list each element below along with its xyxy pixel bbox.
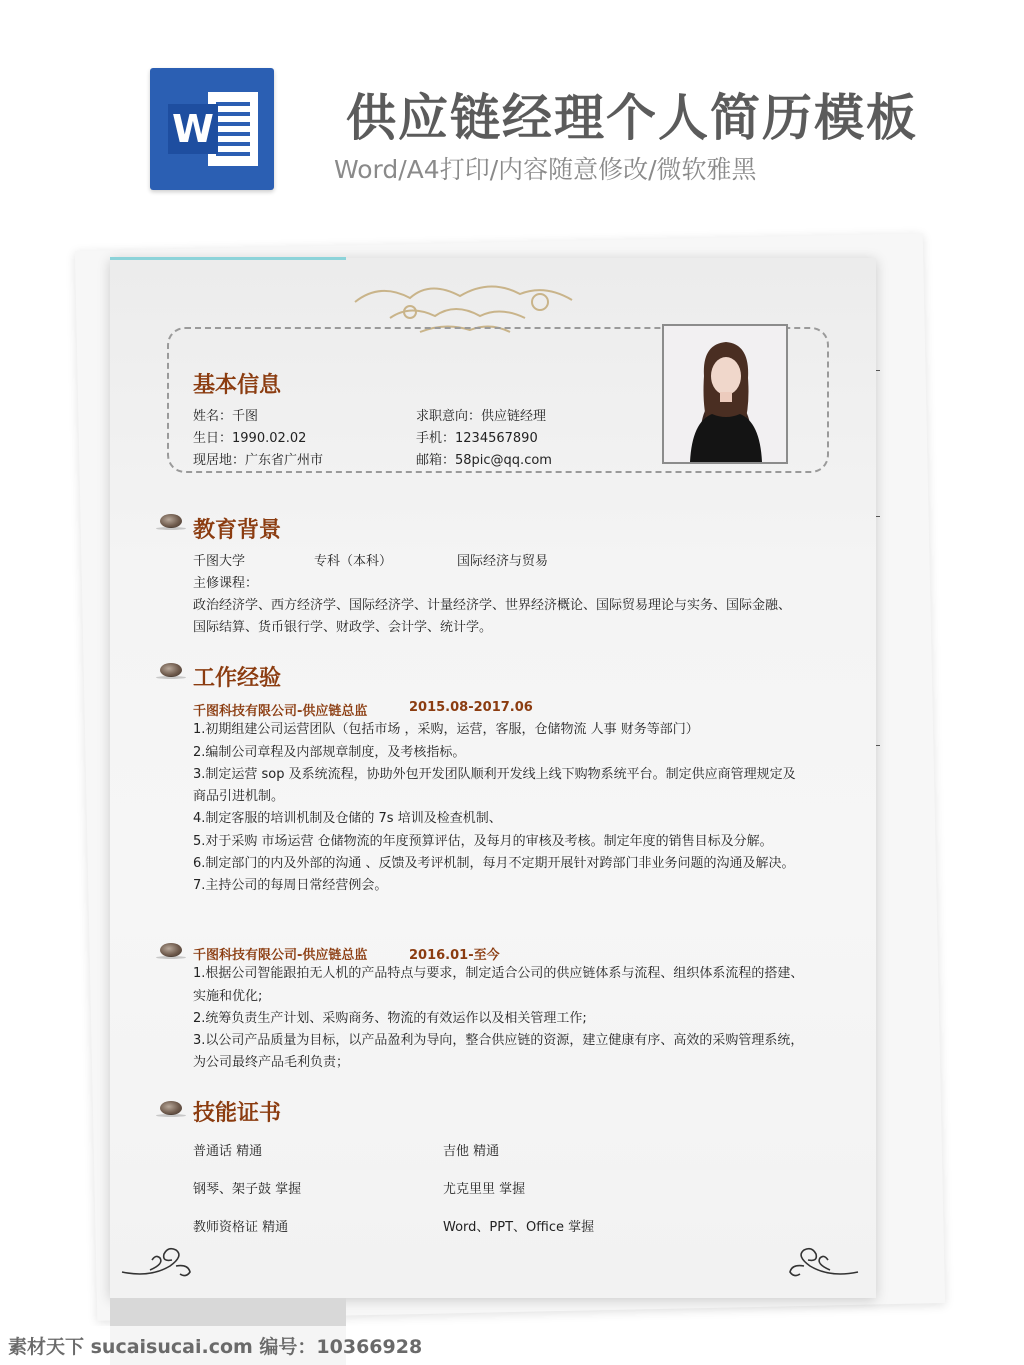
job-duty-line: 商品引进机制。 bbox=[193, 789, 285, 804]
phone-field: 手机：1234567890 bbox=[416, 431, 538, 446]
courses-label: 主修课程： bbox=[193, 576, 259, 591]
accent-line bbox=[110, 257, 346, 260]
job-duty-line: 实施和优化; bbox=[193, 989, 263, 1004]
section-heading-basic-info: 基本信息 bbox=[193, 373, 282, 398]
section-bullet-icon bbox=[160, 663, 182, 677]
job-duty-line: 1.初期组建公司运营团队（包括市场 ，采购，运营，客服，仓储物流 人事 财务等部门） bbox=[193, 722, 699, 737]
section-heading-skills: 技能证书 bbox=[193, 1101, 282, 1126]
degree: 专科（本科） bbox=[314, 554, 393, 569]
swirl-ornament-icon bbox=[786, 1244, 860, 1278]
skill-item: 尤克里里 掌握 bbox=[443, 1182, 526, 1197]
job-company: 千图科技有限公司-供应链总监 bbox=[193, 704, 368, 719]
job-duty-line: 2.统筹负责生产计划、采购商务、物流的有效运作以及相关管理工作; bbox=[193, 1011, 587, 1026]
skill-item: 普通话 精通 bbox=[193, 1144, 263, 1159]
section-bullet-icon bbox=[160, 943, 182, 957]
job-period: 2016.01-至今 bbox=[409, 948, 500, 963]
major: 国际经济与贸易 bbox=[457, 554, 549, 569]
job-duty-line: 5.对于采购 市场运营 仓储物流的年度预算评估，及每月的审核及考核。制定年度的销售目标及分解。 bbox=[193, 834, 773, 849]
edge-tick bbox=[876, 516, 880, 517]
courses-line: 政治经济学、西方经济学、国际经济学、计量经济学、世界经济概论、国际贸易理论与实务、国际金融、 bbox=[193, 598, 792, 613]
section-heading-education: 教育背景 bbox=[193, 518, 282, 543]
skill-item: Word、PPT、Office 掌握 bbox=[443, 1220, 595, 1235]
page-title: 供应链经理个人简历模板 bbox=[346, 89, 918, 147]
courses-line: 国际结算、货币银行学、财政学、会计学、统计学。 bbox=[193, 620, 493, 635]
job-duty-line: 2.编制公司章程及内部规章制度，及考核指标。 bbox=[193, 745, 466, 760]
word-logo-icon bbox=[150, 68, 274, 190]
logo-letter: W bbox=[168, 104, 218, 154]
job-duty-line: 1.根据公司智能跟拍无人机的产品特点与要求，制定适合公司的供应链体系与流程、组织体系流程的搭建、 bbox=[193, 966, 804, 981]
watermark-bar bbox=[0, 1326, 1024, 1365]
section-bullet-icon bbox=[160, 1101, 182, 1115]
portrait-image bbox=[664, 326, 786, 462]
watermark-text: 素材天下 sucaisucai.com 编号：10366928 bbox=[8, 1336, 423, 1358]
intent-field: 求职意向：供应链经理 bbox=[416, 409, 547, 424]
edge-tick bbox=[876, 745, 880, 746]
profile-photo bbox=[662, 324, 788, 464]
school-name: 千图大学 bbox=[193, 554, 246, 569]
birth-field: 生日：1990.02.02 bbox=[193, 431, 307, 446]
job-duty-line: 3.以公司产品质量为目标，以产品盈利为导向，整合供应链的资源，建立健康有序、高效的采购管理系统， bbox=[193, 1033, 804, 1048]
job-duty-line: 7.主持公司的每周日常经营例会。 bbox=[193, 878, 388, 893]
job-duty-line: 4.制定客服的培训机制及仓储的 7s 培训及检查机制、 bbox=[193, 811, 502, 826]
section-bullet-icon bbox=[160, 514, 182, 528]
job-duty-line: 6.制定部门的内及外部的沟通 、反馈及考评机制，每月不定期开展针对跨部门非业务问题的沟通及解决。 bbox=[193, 856, 795, 871]
email-field: 邮箱：58pic@qq.com bbox=[416, 453, 552, 468]
swirl-ornament-icon bbox=[120, 1244, 194, 1278]
skill-item: 吉他 精通 bbox=[443, 1144, 500, 1159]
job-duty-line: 3.制定运营 sop 及系统流程，协助外包开发团队顺利开发线上线下购物系统平台。制定供应商管理规定及 bbox=[193, 767, 796, 782]
name-field: 姓名：千图 bbox=[193, 409, 259, 424]
edge-tick bbox=[876, 370, 880, 371]
skill-item: 钢琴、架子鼓 掌握 bbox=[193, 1182, 302, 1197]
address-field: 现居地：广东省广州市 bbox=[193, 453, 324, 468]
job-duty-line: 为公司最终产品毛利负责； bbox=[193, 1055, 350, 1070]
job-company: 千图科技有限公司-供应链总监 bbox=[193, 948, 368, 963]
job-period: 2015.08-2017.06 bbox=[409, 700, 533, 715]
page-subtitle: Word/A4打印/内容随意修改/微软雅黑 bbox=[334, 155, 757, 184]
section-heading-work: 工作经验 bbox=[193, 666, 282, 691]
skill-item: 教师资格证 精通 bbox=[193, 1220, 289, 1235]
